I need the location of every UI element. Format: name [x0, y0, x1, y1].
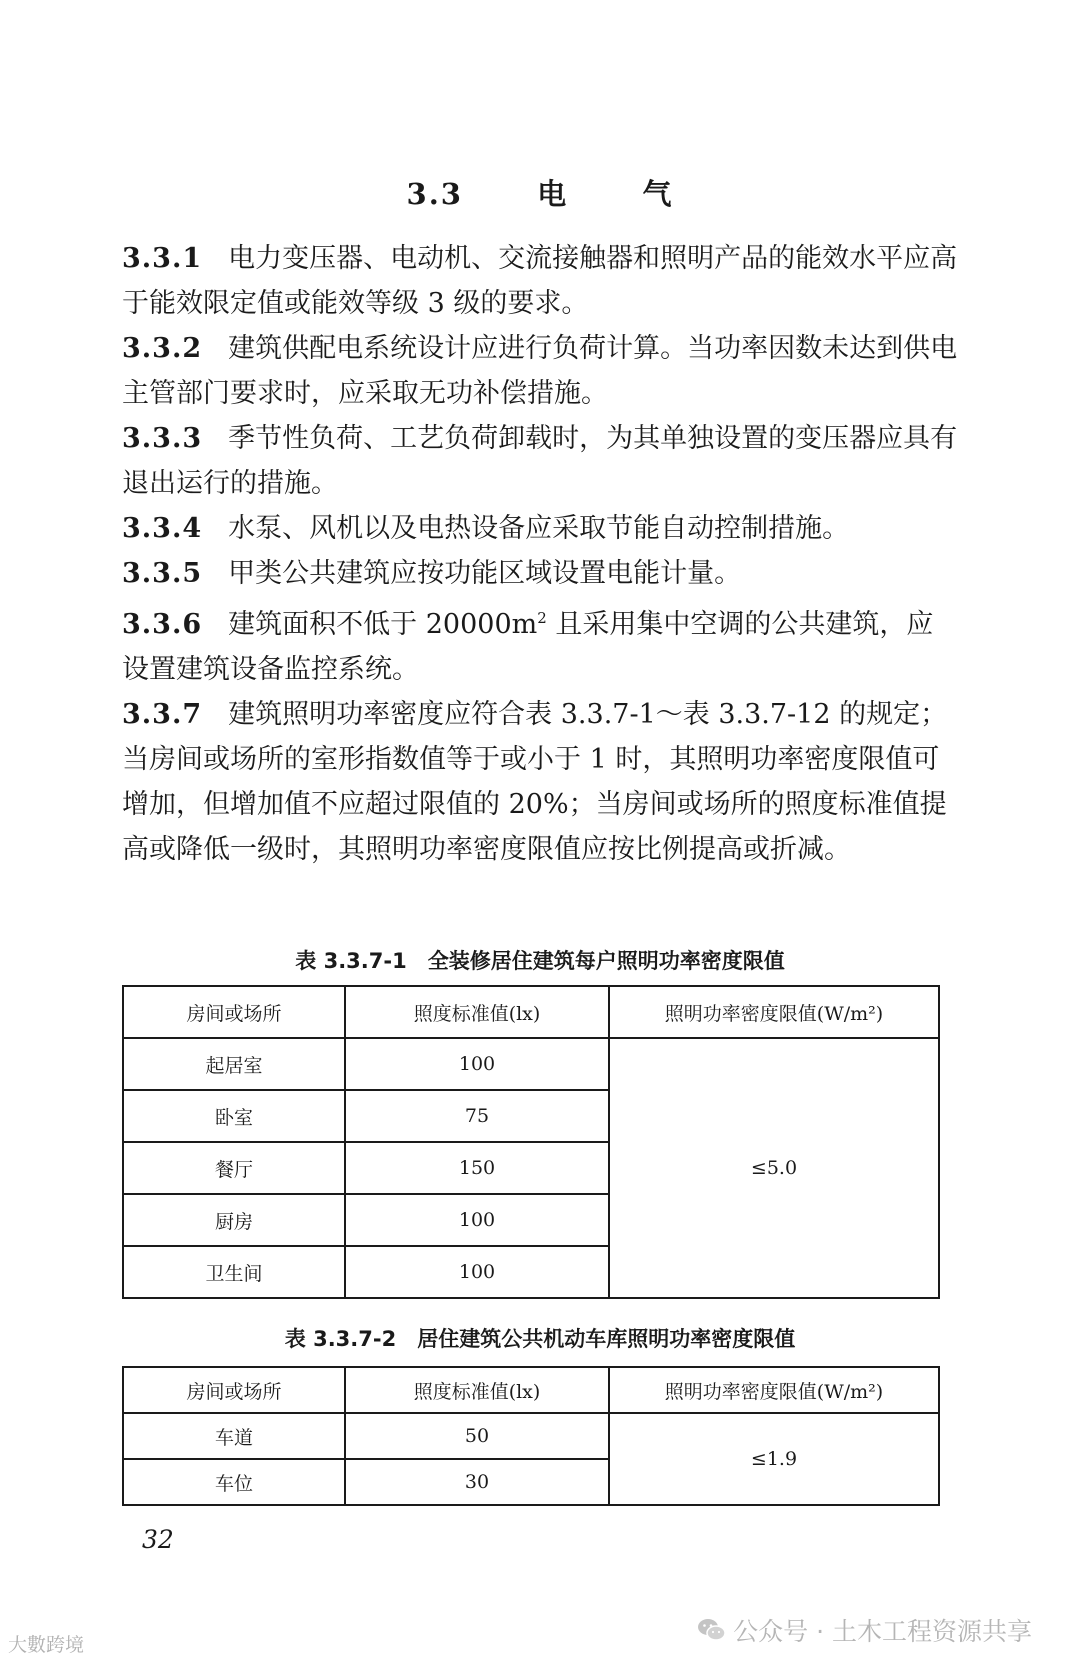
- clause-3-3-2: [122, 326, 958, 416]
- clause-text: 季节性负荷、工艺负荷卸载时，为其单独设置的变压器应具有退出运行的措施。: [122, 423, 958, 499]
- clause-3-3-5: [122, 551, 958, 596]
- header-room: 房间或场所: [123, 986, 345, 1038]
- clause-text: 电力变压器、电动机、交流接触器和照明产品的能效水平应高于能效限定值或能效等级 3 级的要求。: [122, 243, 958, 319]
- header-room: 房间或场所: [123, 1367, 345, 1413]
- table-2: [122, 1366, 940, 1506]
- clause-text-continued: 且采用集中空调的公共建筑，应设置建筑设备监控系统。: [122, 609, 934, 685]
- clause-number: 3.3.2: [122, 333, 203, 364]
- cell-lux: 50: [345, 1413, 609, 1459]
- cell-lux: 30: [345, 1459, 609, 1505]
- clause-list: [122, 236, 958, 872]
- table-row: [123, 1038, 939, 1090]
- clause-number: 3.3.4: [122, 513, 203, 544]
- clause-number: 3.3.3: [122, 423, 203, 454]
- cell-lux: 150: [345, 1142, 609, 1194]
- wechat-icon: [697, 1617, 727, 1643]
- section-title-char-2: 气: [642, 177, 674, 211]
- page-number: 32: [142, 1525, 174, 1554]
- table-1-caption: 表 3.3.7-1 全装修居住建筑每户照明功率密度限值: [295, 949, 785, 973]
- clause-3-3-1: [122, 236, 958, 326]
- cell-room: 餐厅: [123, 1142, 345, 1194]
- clause-text: 甲类公共建筑应按功能区域设置电能计量。: [228, 558, 742, 589]
- cell-lux: 100: [345, 1038, 609, 1090]
- clause-3-3-4: [122, 506, 958, 551]
- cell-room: 起居室: [123, 1038, 345, 1090]
- cell-room: 厨房: [123, 1194, 345, 1246]
- header-illuminance: 照度标准值(lx): [345, 1367, 609, 1413]
- clause-text: 建筑面积不低于 20000m: [228, 609, 538, 640]
- clause-text: 建筑供配电系统设计应进行负荷计算。当功率因数未达到供电主管部门要求时，应采取无功补偿措施。: [122, 333, 958, 409]
- table-header-row: [123, 986, 939, 1038]
- cell-room: 卧室: [123, 1090, 345, 1142]
- clause-number: 3.3.7: [122, 699, 203, 730]
- header-illuminance: 照度标准值(lx): [345, 986, 609, 1038]
- cell-room: 车位: [123, 1459, 345, 1505]
- section-number: 3.3: [406, 177, 463, 211]
- cell-limit: ≤5.0: [609, 1038, 939, 1298]
- table-header-row: [123, 1367, 939, 1413]
- superscript: 2: [537, 609, 547, 627]
- watermark-right: [697, 1612, 1032, 1648]
- watermark-left: 大數跨境: [8, 1634, 85, 1656]
- section-title-char-1: 电: [537, 177, 569, 211]
- clause-3-3-6: [122, 596, 958, 692]
- table-1: [122, 985, 940, 1299]
- clause-3-3-3: [122, 416, 958, 506]
- cell-lux: 100: [345, 1246, 609, 1298]
- clause-number: 3.3.6: [122, 609, 203, 640]
- watermark-right-text: 公众号 · 土木工程资源共享: [733, 1617, 1032, 1646]
- cell-room: 卫生间: [123, 1246, 345, 1298]
- cell-lux: 100: [345, 1194, 609, 1246]
- cell-limit: ≤1.9: [609, 1413, 939, 1505]
- clause-text: 水泵、风机以及电热设备应采取节能自动控制措施。: [228, 513, 850, 544]
- clause-3-3-7: [122, 692, 958, 872]
- clause-number: 3.3.1: [122, 243, 203, 274]
- clause-text: 建筑照明功率密度应符合表 3.3.7-1～表 3.3.7-12 的规定；当房间或场所的室形指数值等于或小于 1 时，其照明功率密度限值可增加，但增加值不应超过限值的 20%；当房间或场所的照度标准值提高或降低一级时，其照明功率密度限值应按比例提高或折减。: [122, 699, 948, 865]
- table-2-caption: 表 3.3.7-2 居住建筑公共机动车库照明功率密度限值: [284, 1327, 796, 1351]
- clause-number: 3.3.5: [122, 558, 203, 589]
- cell-lux: 75: [345, 1090, 609, 1142]
- header-lpd-limit: 照明功率密度限值(W/m²): [609, 1367, 939, 1413]
- table-row: [123, 1413, 939, 1459]
- section-title: [0, 172, 1080, 213]
- cell-room: 车道: [123, 1413, 345, 1459]
- header-lpd-limit: 照明功率密度限值(W/m²): [609, 986, 939, 1038]
